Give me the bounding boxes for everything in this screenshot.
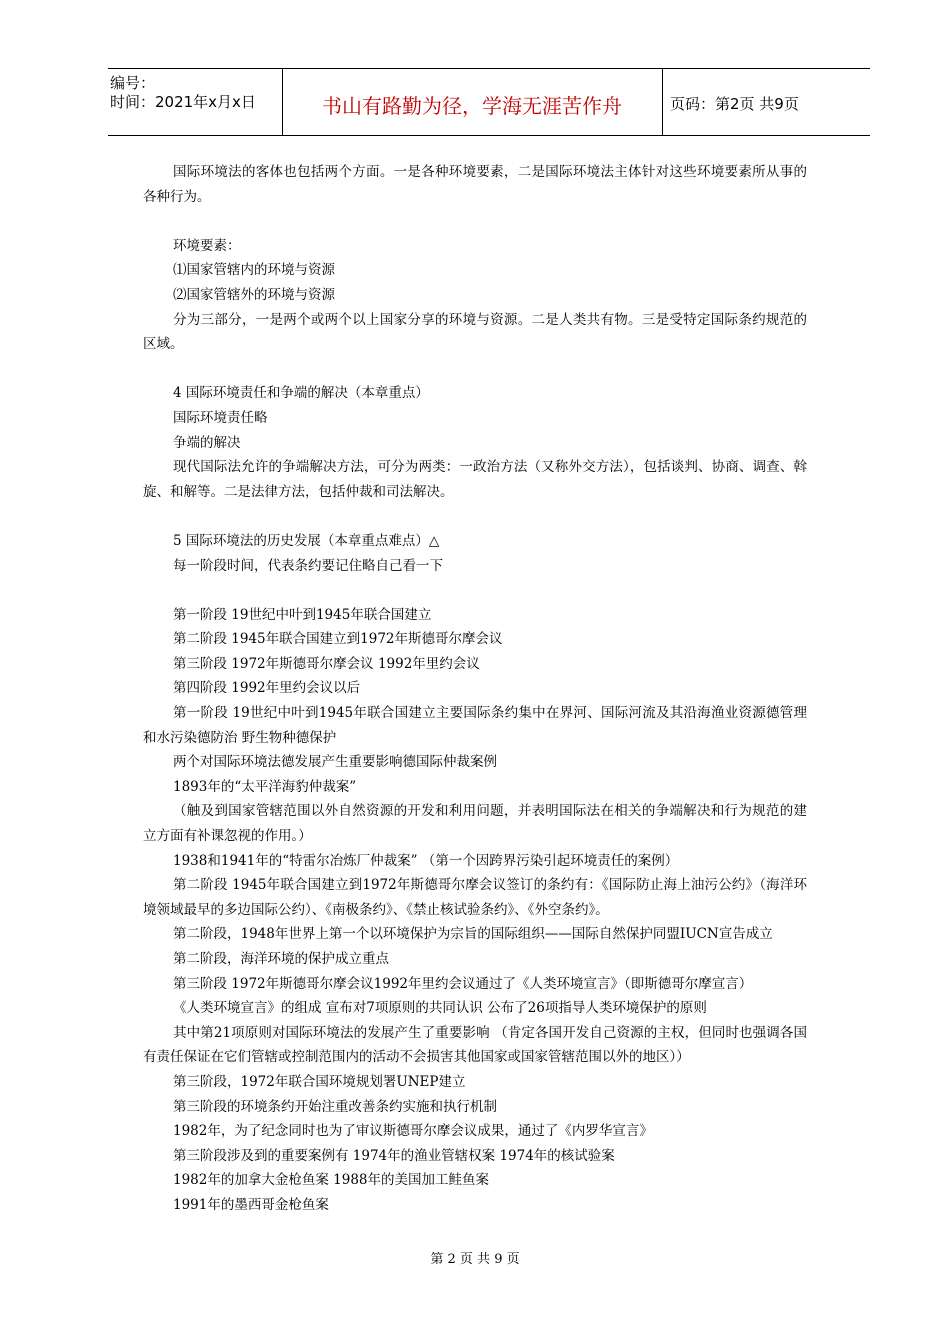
body-paragraph: 第二阶段 1945年联合国建立到1972年斯德哥尔摩会议: [173, 631, 503, 648]
body-paragraph: 1982年，为了纪念同时也为了审议斯德哥尔摩会议成果，通过了《内罗华宣言》: [173, 1123, 653, 1140]
body-paragraph: 其中第21项原则对国际环境法的发展产生了重要影响 （肯定各国开发自己资源的主权，但同时也强调各国有责任保证在它们管辖或控制范围内的活动不会损害其他国家或国家管辖范围以外的地区））: [143, 1024, 807, 1066]
body-paragraph: 第二阶段 1945年联合国建立到1972年斯德哥尔摩会议签订的条约有：《国际防止海上油污公约》（海洋环境领域最早的多边国际公约）、《南极条约》、《禁止核试验条约》、《外空条约》。: [143, 877, 807, 918]
body-paragraph: 1991年的墨西哥金枪鱼案: [173, 1196, 329, 1213]
body-paragraph: 1938和1941年的“特雷尔冶炼厂仲裁案” （第一个因跨界污染引起环境责任的案例）: [173, 852, 679, 869]
body-paragraph: 第二阶段，1948年世界上第一个以环境保护为宗旨的国际组织——国际自然保护同盟IUCN宣告成立: [173, 926, 773, 943]
body-paragraph: 4 国际环境责任和争端的解决（本章重点）: [173, 385, 429, 402]
body-paragraph: 第三阶段涉及到的重要案例有 1974年的渔业管辖权案 1974年的核试验案: [173, 1147, 615, 1164]
body-paragraph: 第一阶段 19世纪中叶到1945年联合国建立: [173, 606, 432, 623]
body-paragraph: ⑵国家管辖外的环境与资源: [173, 286, 335, 303]
body-paragraph: 第三阶段 1972年斯德哥尔摩会议1992年里约会议通过了《人类环境宣言》（即斯德哥尔摩宣言）: [173, 975, 753, 992]
body-paragraph: 5 国际环境法的历史发展（本章重点难点）△: [173, 532, 440, 549]
page-footer: 第 2 页 共 9 页: [430, 1252, 520, 1267]
document-number-label: 编号：: [110, 74, 156, 92]
header-right-cell: [662, 69, 870, 135]
body-paragraph: 现代国际法允许的争端解决方法，可分为两类：一政治方法（又称外交方法），包括谈判、协商、调查、斡旋、和解等。二是法律方法，包括仲裁和司法解决。: [143, 459, 807, 500]
body-paragraph: 第三阶段，1972年联合国环境规划署UNEP建立: [173, 1073, 466, 1090]
body-paragraph: 环境要素：: [173, 237, 241, 254]
body-paragraph: 两个对国际环境法德发展产生重要影响德国际仲裁案例: [173, 754, 497, 771]
body-paragraph: 每一阶段时间，代表条约要记住略自己看一下: [173, 557, 443, 574]
paragraph-spacer: [143, 209, 807, 234]
body-paragraph: （触及到国家管辖范围以外自然资源的开发和利用问题，并表明国际法在相关的争端解决和行为规范的建立方面有补课忽视的作用。）: [143, 803, 807, 845]
body-paragraph: 分为三部分，一是两个或两个以上国家分享的环境与资源。二是人类共有物。三是受特定国际条约规范的区域。: [143, 311, 807, 353]
body-paragraph: 第三阶段的环境条约开始注重改善条约实施和执行机制: [173, 1098, 497, 1115]
header-middle-cell: [282, 69, 663, 135]
body-paragraph: 1982年的加拿大金枪鱼案 1988年的美国加工鲑鱼案: [173, 1172, 490, 1189]
body-paragraph: 1893年的“太平洋海豹仲裁案”: [173, 778, 357, 795]
body-paragraph: 国际环境责任略: [173, 409, 268, 426]
paragraph-spacer: [143, 578, 807, 603]
body-paragraph: 《人类环境宣言》的组成 宣布对7项原则的共同认识 公布了26项指导人类环境保护的原则: [173, 1000, 707, 1017]
paragraph-spacer: [143, 357, 807, 382]
body-paragraph: 第一阶段 19世纪中叶到1945年联合国建立主要国际条约集中在界河、国际河流及其沿海渔业资源德管理和水污染德防治 野生物种德保护: [143, 705, 807, 746]
header-page-number: 页码：第2页 共9页: [670, 95, 799, 113]
paragraph-spacer: [143, 504, 807, 529]
header-motto: 书山有路勤为径，学海无涯苦作舟: [322, 94, 622, 118]
document-body: [143, 160, 807, 1218]
header-left-cell: [108, 69, 283, 135]
body-paragraph: ⑴国家管辖内的环境与资源: [173, 262, 335, 279]
page-header: [108, 68, 870, 136]
body-paragraph: 国际环境法的客体也包括两个方面。一是各种环境要素，二是国际环境法主体针对这些环境要素所从事的各种行为。: [143, 164, 807, 205]
body-paragraph: 争端的解决: [173, 434, 241, 451]
document-date: 时间：2021年x月x日: [110, 93, 256, 111]
body-paragraph: 第二阶段，海洋环境的保护成立重点: [173, 951, 389, 967]
body-paragraph: 第三阶段 1972年斯德哥尔摩会议 1992年里约会议: [173, 655, 480, 672]
body-paragraph: 第四阶段 1992年里约会议以后: [173, 680, 361, 697]
